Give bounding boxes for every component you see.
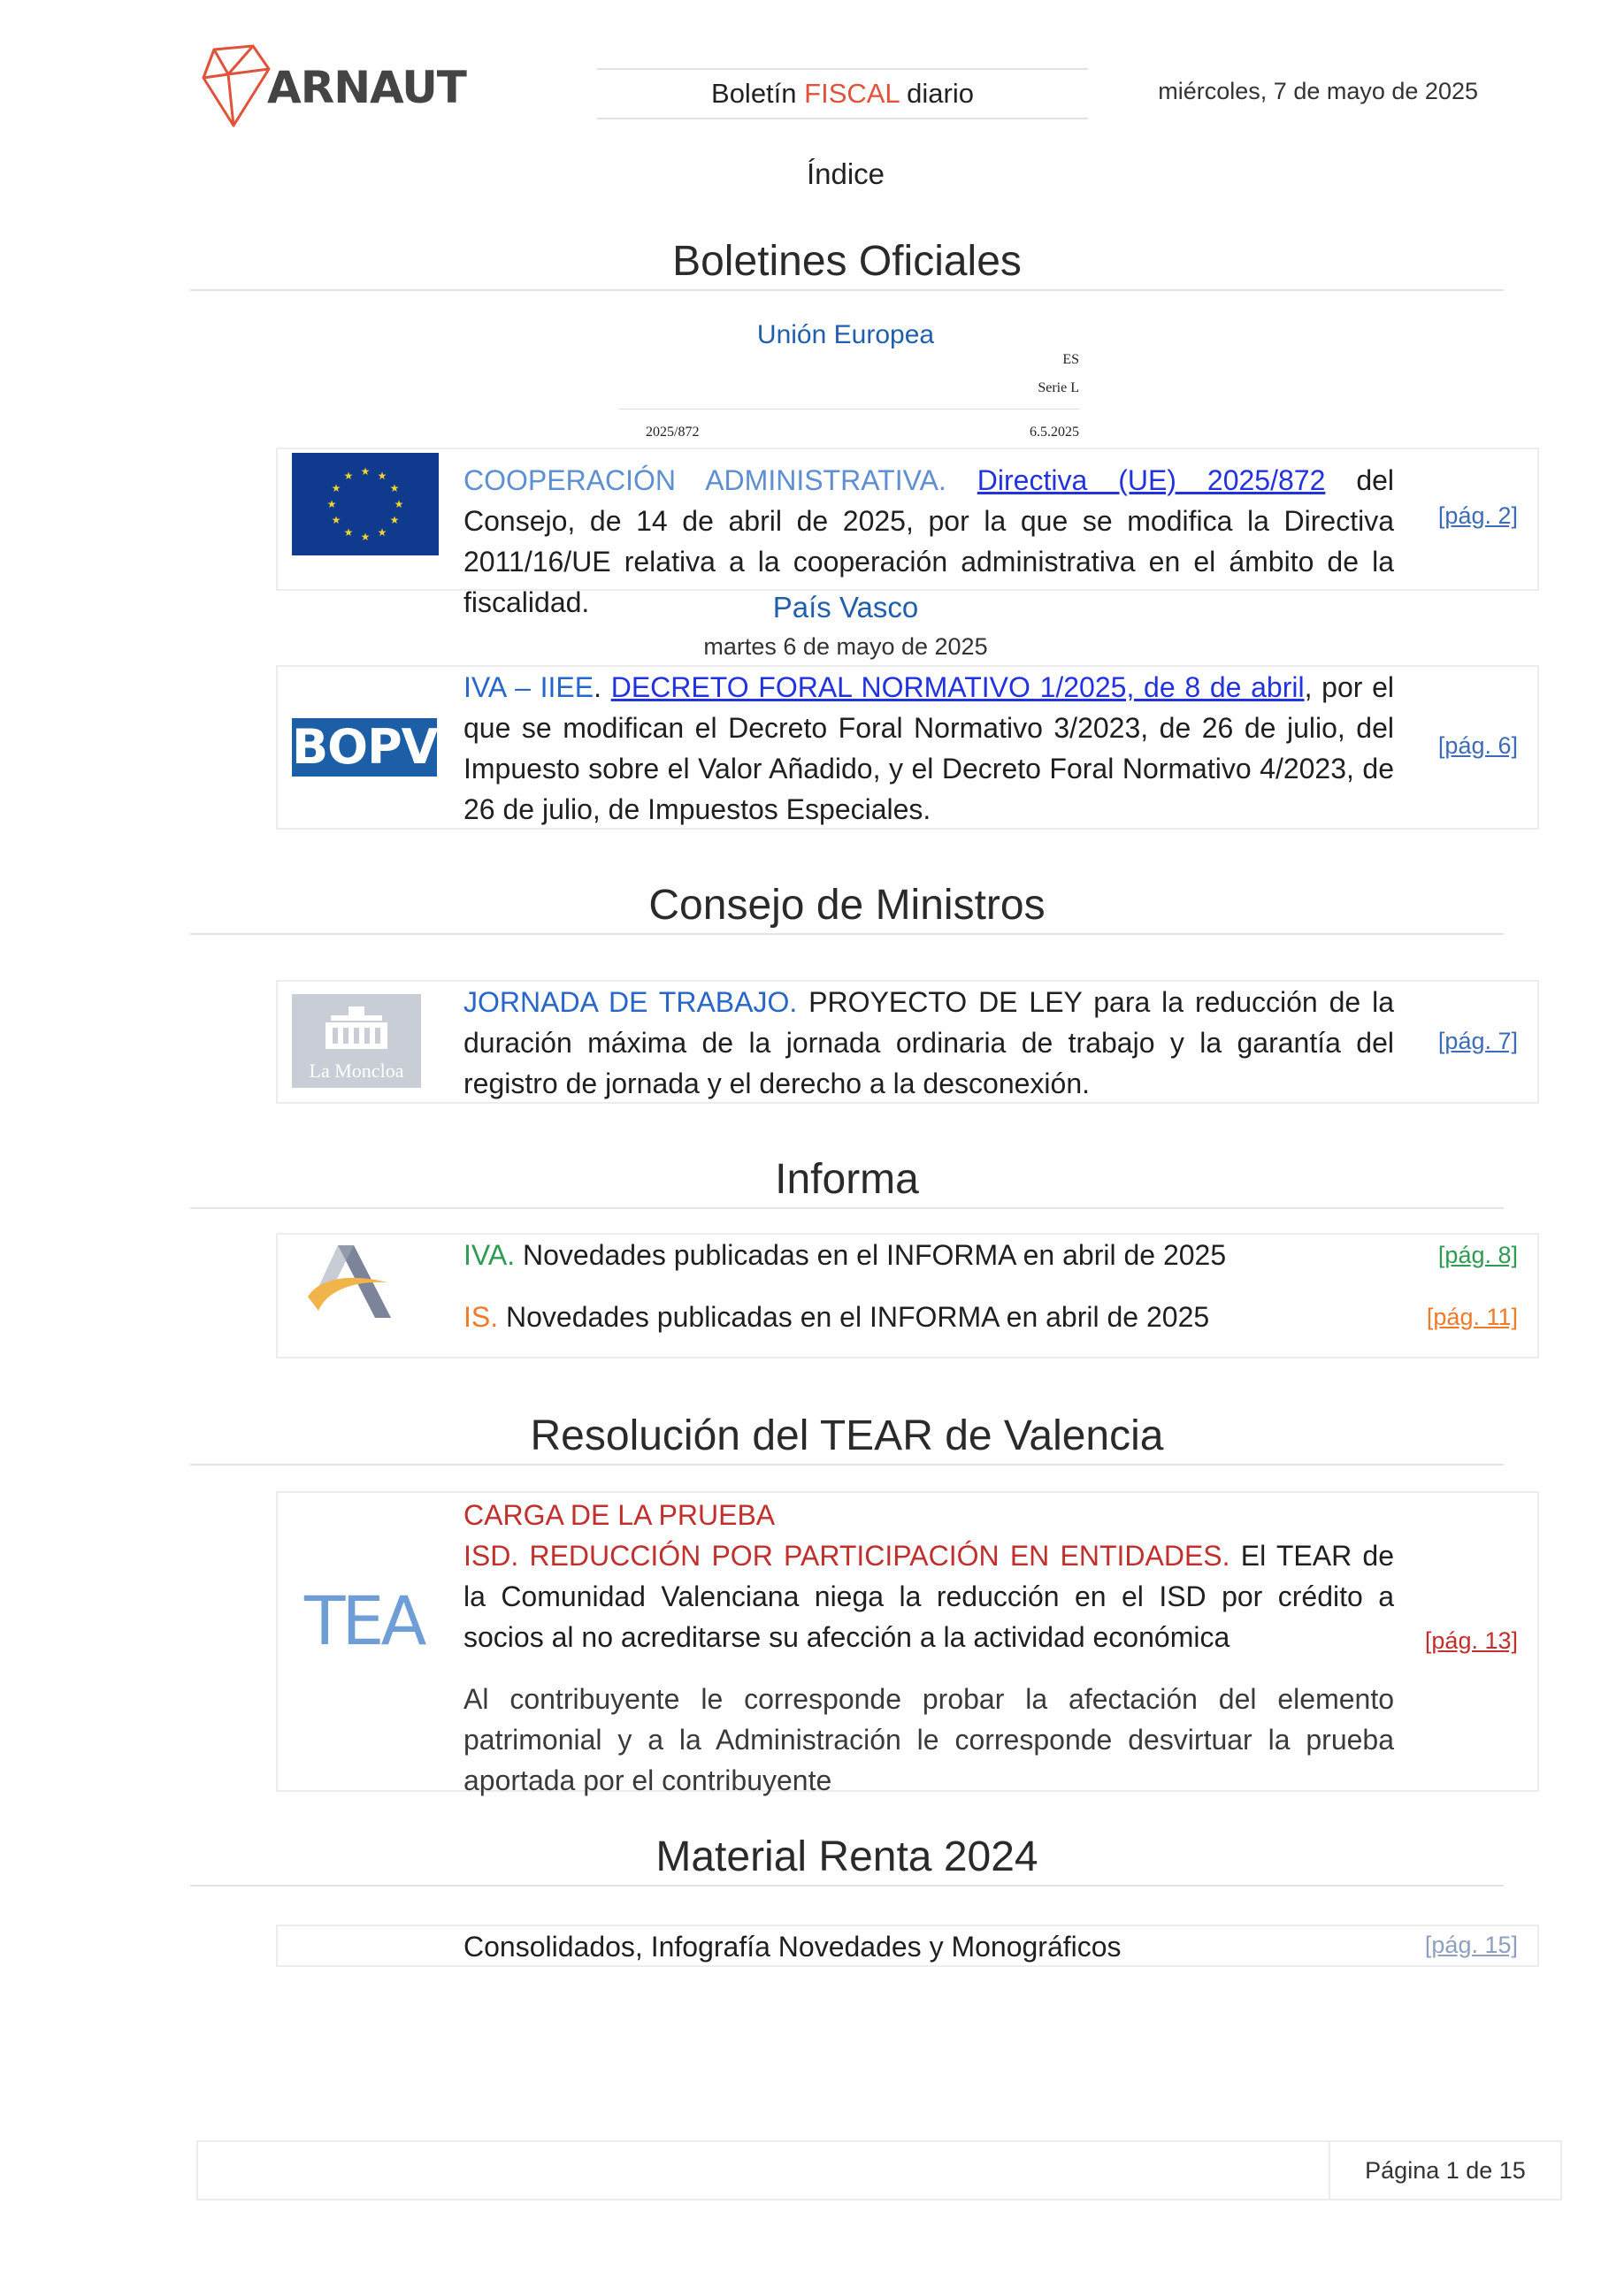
svg-text:★: ★: [389, 482, 400, 494]
page-link[interactable]: [pág. 13]: [1424, 1627, 1518, 1654]
arnaut-gem-icon: [198, 42, 274, 131]
svg-text:★: ★: [377, 470, 387, 482]
page-link[interactable]: [pág. 6]: [1437, 732, 1518, 759]
entry-jornada-trabajo: [276, 980, 1539, 1104]
svg-text:★: ★: [394, 498, 404, 510]
directiva-link[interactable]: Directiva (UE) 2025/872: [977, 464, 1326, 496]
entry-category: IVA – IIEE: [463, 671, 594, 703]
entry-category: ISD. REDUCCIÓN POR PARTICIPACIÓN EN ENTIDADES.: [463, 1540, 1230, 1572]
entry-text: IVA – IIEE. DECRETO FORAL NORMATIVO 1/2025, de 8 de abril, por el que se modifican el Decreto Foral Normativo 3/2023, de 26 de julio, del Impuesto sobre el Valor Añadido, y el Decreto Foral Normativo 4/2023, de 26 de julio, de Impuestos Especiales.: [463, 671, 1395, 825]
entry-category: IVA.: [463, 1239, 516, 1271]
entry-text: JORNADA DE TRABAJO. PROYECTO DE LEY para la reducción de la duración máxima de la jornada ordinaria de trabajo y la garantía del registro de jornada y el derecho a la desconexión.: [463, 986, 1395, 1099]
page-link[interactable]: [pág. 15]: [1424, 1932, 1518, 1958]
index-title: Índice: [806, 157, 885, 190]
tea-logo: TEA: [304, 1581, 424, 1660]
eu-flag-icon: [292, 453, 439, 555]
entry-text: CARGA DE LA PRUEBA ISD. REDUCCIÓN POR PARTICIPACIÓN EN ENTIDADES. El TEAR de la Comunidad Valenciana niega la reducción en el ISD por crédito a socios al no acreditarse su afección a la actividad económica: [463, 1495, 1394, 1657]
section-title-boletines: Boletines Oficiales: [190, 237, 1504, 291]
subtitle-union-europea: Unión Europea: [756, 320, 935, 349]
informa-item-iva: IVA. Novedades publicadas en el INFORMA en abril de 2025: [463, 1239, 1227, 1271]
moncloa-building-icon: [292, 994, 421, 1065]
entry-category: JORNADA DE TRABAJO.: [463, 986, 798, 1018]
svg-text:★: ★: [343, 526, 354, 539]
eu-doc-date: 6.5.2025: [1030, 425, 1079, 440]
svg-text:★: ★: [331, 514, 341, 526]
svg-text:★: ★: [389, 514, 400, 526]
entry-text: COOPERACIÓN ADMINISTRATIVA. Directiva (UE) 2025/872 del Consejo, de 14 de abril de 2025, por la que se modifica la Directiva 2011/16/UE relativa a la cooperación administrativa en el ámbito de la fiscalidad.: [463, 464, 1395, 618]
entry-informa: [276, 1233, 1539, 1358]
svg-text:★: ★: [360, 531, 371, 543]
arnaut-logo: [198, 42, 466, 131]
section-title-informa: Informa: [190, 1155, 1504, 1209]
tear-summary: Al contribuyente le corresponde probar la afectación del elemento patrimonial y a la Administración le corresponde desvirtuar la prueba aportada por el contribuyente: [463, 1683, 1394, 1796]
page-number: Página 1 de 15: [1329, 2142, 1560, 2199]
header-date: miércoles, 7 de mayo de 2025: [1158, 78, 1478, 104]
brand-name: ARNAUT: [267, 62, 466, 113]
entry-text: Consolidados, Infografía Novedades y Monográficos: [463, 1931, 1122, 1963]
decreto-foral-link[interactable]: DECRETO FORAL NORMATIVO 1/2025, de 8 de abril: [610, 671, 1305, 703]
section-title-renta: Material Renta 2024: [190, 1833, 1504, 1887]
entry-category: IS.: [463, 1301, 499, 1333]
eu-doc-number: 2025/872: [646, 425, 700, 440]
svg-text:★: ★: [343, 470, 354, 482]
aeat-logo-icon: [303, 1242, 400, 1323]
page-link-iva[interactable]: [pág. 8]: [1437, 1242, 1518, 1268]
section-title-consejo: Consejo de Ministros: [190, 881, 1504, 935]
informa-item-is: IS. Novedades publicadas en el INFORMA en abril de 2025: [463, 1301, 1210, 1333]
moncloa-logo: [292, 994, 421, 1088]
svg-text:★: ★: [331, 482, 341, 494]
eu-doc-series: Serie L: [1038, 380, 1079, 395]
bopv-logo: BOPV: [292, 719, 438, 775]
svg-text:★: ★: [326, 498, 337, 510]
moncloa-label: La Moncloa: [309, 1060, 404, 1082]
bulletin-highlight: FISCAL: [804, 78, 900, 109]
page-link[interactable]: [pág. 7]: [1437, 1028, 1518, 1054]
eu-doc-lang: ES: [1062, 352, 1079, 367]
entry-category: COOPERACIÓN ADMINISTRATIVA.: [463, 464, 946, 496]
entry-material-renta: [276, 1925, 1539, 1967]
page-link[interactable]: [pág. 2]: [1437, 502, 1518, 529]
svg-text:★: ★: [377, 526, 387, 539]
page-link-is[interactable]: [pág. 11]: [1426, 1304, 1518, 1330]
entry-iva-iiee: [276, 665, 1539, 830]
entry-tear-valencia: [276, 1491, 1539, 1796]
page-footer: [196, 2140, 1562, 2200]
svg-text:★: ★: [360, 465, 371, 478]
section-title-tear: Resolución del TEAR de Valencia: [190, 1412, 1504, 1466]
eu-document-header: [619, 347, 1079, 446]
subtitle-pais-vasco: País Vasco: [772, 591, 919, 624]
tear-heading: CARGA DE LA PRUEBA: [463, 1499, 776, 1531]
bulletin-title: Boletín FISCAL diario: [597, 68, 1088, 119]
pais-vasco-date: martes 6 de mayo de 2025: [703, 633, 988, 660]
